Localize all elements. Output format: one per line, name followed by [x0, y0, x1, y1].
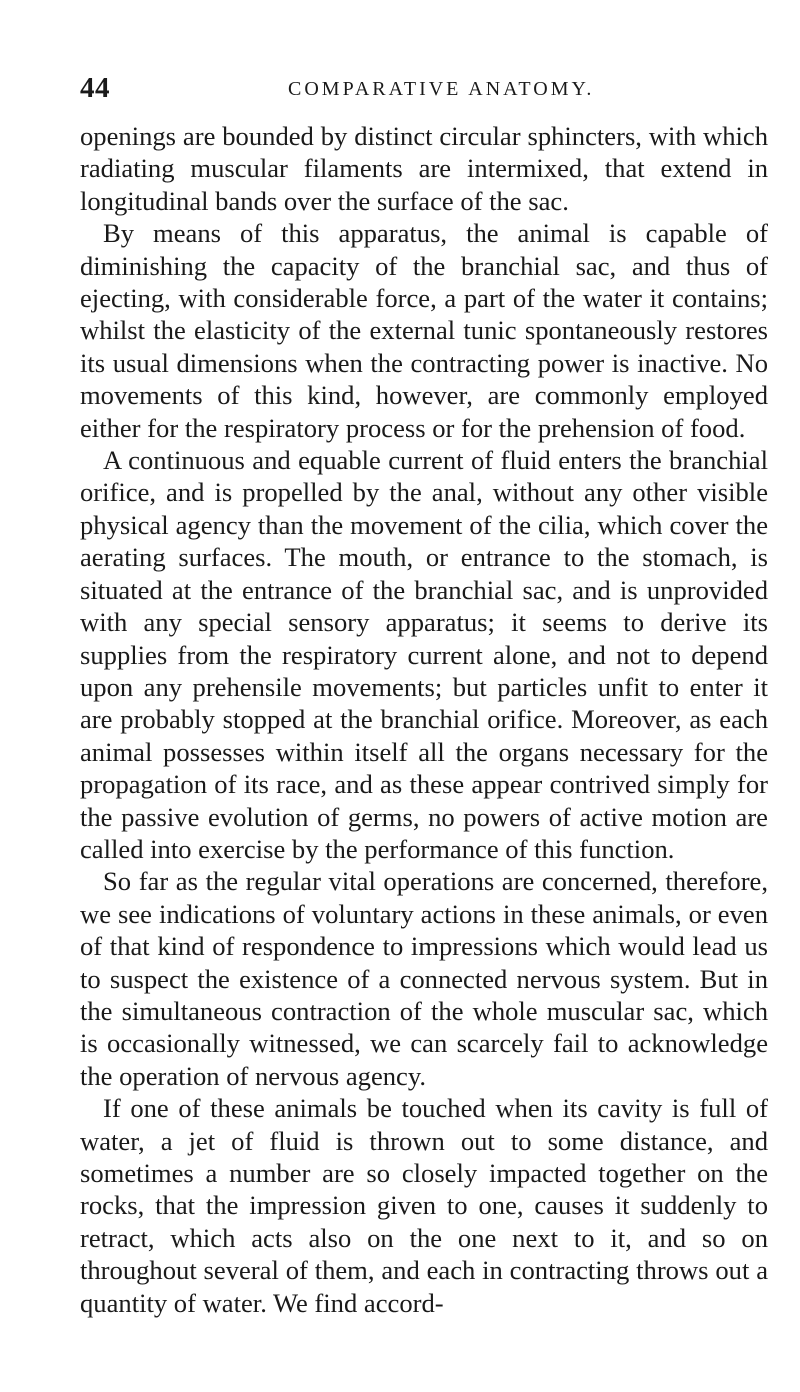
- paragraph: If one of these animals be touched when its cavity is full of water, a jet of fluid is thrown out to some distance, and sometimes a number are so closely impacted together on the rocks, that the impression given to one, causes it suddenly to retract, which acts also on the one next to it, and so on throughout several of them, and each in contracting throws out a quantity of water. We find accord-: [80, 1093, 768, 1318]
- paragraph: openings are bounded by distinct circular sphincters, with which radiating muscular filaments are intermixed, that extend in longitudinal bands over the surface of the sac.: [80, 121, 768, 216]
- paragraph: A continuous and equable current of fluid enters the branchial orifice, and is propelled by the anal, without any other visible physical agency than the movement of the cilia, which cover the aerating surfaces. The mouth, or entrance to the stomach, is situated at the entrance of the branchial sac, and is unprovided with any special sensory apparatus; it seems to derive its supplies from the respiratory current alone, and not to depend upon any prehensile movements; but particles unfit to enter it are probably stopped at the branchial orifice. Moreover, as each animal possesses within itself all the organs necessary for the propagation of its race, and as these appear contrived simply for the passive evolution of germs, no powers of active motion are called into exercise by the performance of this function.: [80, 445, 768, 864]
- running-head: COMPARATIVE ANATOMY.: [288, 78, 595, 100]
- page-number: 44: [80, 72, 110, 104]
- page-header: [80, 72, 768, 112]
- paragraph: So far as the regular vital operations are concerned, therefore, we see indications of voluntary actions in these animals, or even of that kind of respondence to impressions which would lead us to suspect the existence of a connected nervous system. But in the simultaneous contraction of the whole muscular sac, which is occasionally witnessed, we can scarcely fail to acknowledge the operation of nervous agency.: [80, 866, 768, 1091]
- paragraph: By means of this apparatus, the animal is capable of diminishing the capacity of the branchial sac, and thus of ejecting, with considerable force, a part of the water it contains; whilst the elasticity of the external tunic spontaneously restores its usual dimensions when the contracting power is inactive. No movements of this kind, however, are commonly employed either for the respiratory process or for the prehension of food.: [80, 218, 768, 443]
- body-text: [80, 120, 768, 1319]
